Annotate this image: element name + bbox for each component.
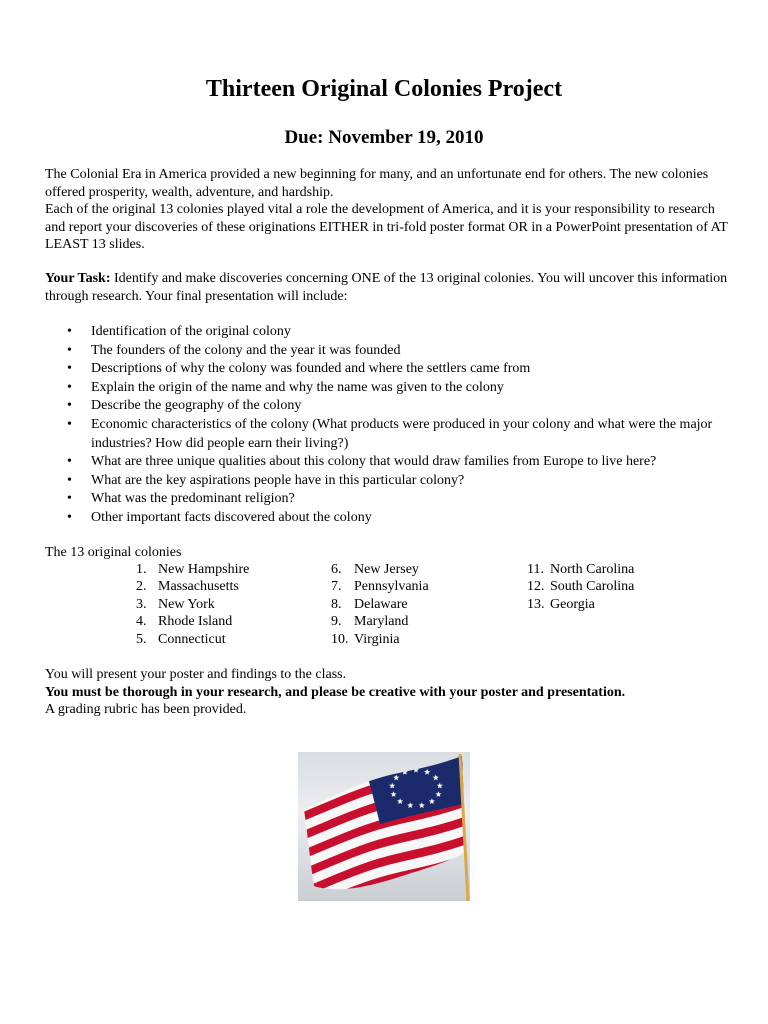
colony-name: Rhode Island xyxy=(158,614,233,630)
colony-number: 11. xyxy=(527,562,544,577)
colony-name: Pennsylvania xyxy=(354,579,429,595)
colony-item xyxy=(527,578,634,595)
requirements-list xyxy=(45,323,735,528)
task-label: Your Task: xyxy=(45,271,111,286)
closing-emphasis: You must be thorough in your research, and please be creative with your poster and presentation. xyxy=(45,684,626,700)
colony-name: Delaware xyxy=(354,596,408,612)
colony-number: 8. xyxy=(331,596,342,612)
colony-item xyxy=(331,578,429,595)
colony-name: Massachusetts xyxy=(158,579,239,595)
colony-item xyxy=(331,631,429,648)
colony-name: New York xyxy=(158,596,215,612)
bullet-icon: • xyxy=(67,416,72,432)
list-item xyxy=(45,323,735,342)
list-item-text: What was the predominant religion? xyxy=(91,491,295,507)
colony-name: Connecticut xyxy=(158,631,226,647)
colony-item xyxy=(136,561,249,578)
list-item xyxy=(45,360,735,379)
flag-cloth xyxy=(298,752,470,901)
colony-number: 9. xyxy=(331,614,342,630)
list-item-text: Descriptions of why the colony was founded and where the settlers came from xyxy=(91,361,531,377)
colony-number: 1. xyxy=(136,562,147,577)
bullet-icon: • xyxy=(67,342,72,358)
colony-item xyxy=(331,613,429,630)
colony-number: 2. xyxy=(136,579,147,595)
colony-number: 6. xyxy=(331,562,342,577)
list-item-text: The founders of the colony and the year it was founded xyxy=(91,342,401,358)
betsy-ross-flag-icon xyxy=(298,752,470,901)
flag-image xyxy=(298,752,470,901)
colonies-column-1 xyxy=(136,561,249,648)
colony-name: Georgia xyxy=(550,596,595,612)
colony-number: 3. xyxy=(136,596,147,612)
colony-item xyxy=(331,596,429,613)
closing-section xyxy=(45,666,735,719)
list-item-text: Identification of the original colony xyxy=(91,324,291,339)
colony-number: 10. xyxy=(331,631,349,647)
colonies-heading: The 13 original colonies xyxy=(45,545,182,560)
bullet-icon: • xyxy=(67,454,72,470)
closing-line-3: A grading rubric has been provided. xyxy=(45,702,247,717)
page-title: Thirteen Original Colonies Project xyxy=(205,76,563,102)
list-item xyxy=(45,490,735,509)
colony-number: 13. xyxy=(527,596,545,612)
bullet-icon: • xyxy=(67,491,72,507)
colony-item xyxy=(527,561,634,578)
colony-item xyxy=(136,578,249,595)
intro-paragraph-2: Each of the original 13 colonies played vital a role the development of America, and it is your responsibility to research and report your discoveries of these originations EITHER in tri-fold poster format OR in a PowerPoint presentation of AT LEAST 13 slides. xyxy=(45,202,728,252)
intro-section xyxy=(45,166,735,254)
list-item-text: Describe the geography of the colony xyxy=(91,398,302,414)
list-item xyxy=(45,342,735,361)
bullet-icon: • xyxy=(67,398,72,414)
colony-name: Virginia xyxy=(354,631,400,647)
bullet-icon: • xyxy=(67,509,72,525)
colony-item xyxy=(527,596,634,613)
list-item xyxy=(45,453,735,472)
colonies-column-2 xyxy=(331,561,429,648)
due-date: Due: November 19, 2010 xyxy=(284,127,484,148)
intro-paragraph-1: The Colonial Era in America provided a new beginning for many, and an unfortunate end for others. The new colonies offered prosperity, wealth, adventure, and hardship. xyxy=(45,167,709,200)
task-paragraph xyxy=(45,270,735,305)
list-item xyxy=(45,416,735,453)
list-item xyxy=(45,379,735,398)
bullet-icon: • xyxy=(67,379,72,395)
list-item-text: Other important facts discovered about the colony xyxy=(91,509,372,525)
colony-number: 7. xyxy=(331,579,342,595)
colony-name: New Jersey xyxy=(354,562,419,577)
list-item xyxy=(45,397,735,416)
bullet-icon: • xyxy=(67,361,72,377)
colony-name: North Carolina xyxy=(550,562,635,577)
list-item-text: Explain the origin of the name and why the name was given to the colony xyxy=(91,379,504,395)
colony-number: 12. xyxy=(527,579,545,595)
list-item-text: What are three unique qualities about this colony that would draw families from Europe to live here? xyxy=(91,454,657,470)
closing-line-1: You will present your poster and findings to the class. xyxy=(45,667,347,682)
task-section xyxy=(45,270,735,305)
list-item-text: Economic characteristics of the colony (What products were produced in your colony and what were the major industries? How did people earn their living?) xyxy=(91,416,713,451)
colony-number: 5. xyxy=(136,631,147,647)
colony-name: Maryland xyxy=(354,614,409,630)
colony-item xyxy=(136,631,249,648)
colony-name: South Carolina xyxy=(550,579,635,595)
colony-item xyxy=(136,596,249,613)
task-text: Identify and make discoveries concerning ONE of the 13 original colonies. You will uncover this information through research. Your final presentation will include: xyxy=(45,271,728,304)
bullet-icon: • xyxy=(67,472,72,488)
colony-name: New Hampshire xyxy=(158,562,250,577)
list-item xyxy=(45,472,735,491)
colony-item xyxy=(136,613,249,630)
list-item-text: What are the key aspirations people have in this particular colony? xyxy=(91,472,465,488)
bullet-icon: • xyxy=(67,324,72,339)
list-item xyxy=(45,509,735,528)
colony-item xyxy=(331,561,429,578)
colonies-column-3 xyxy=(527,561,634,613)
colony-number: 4. xyxy=(136,614,147,630)
